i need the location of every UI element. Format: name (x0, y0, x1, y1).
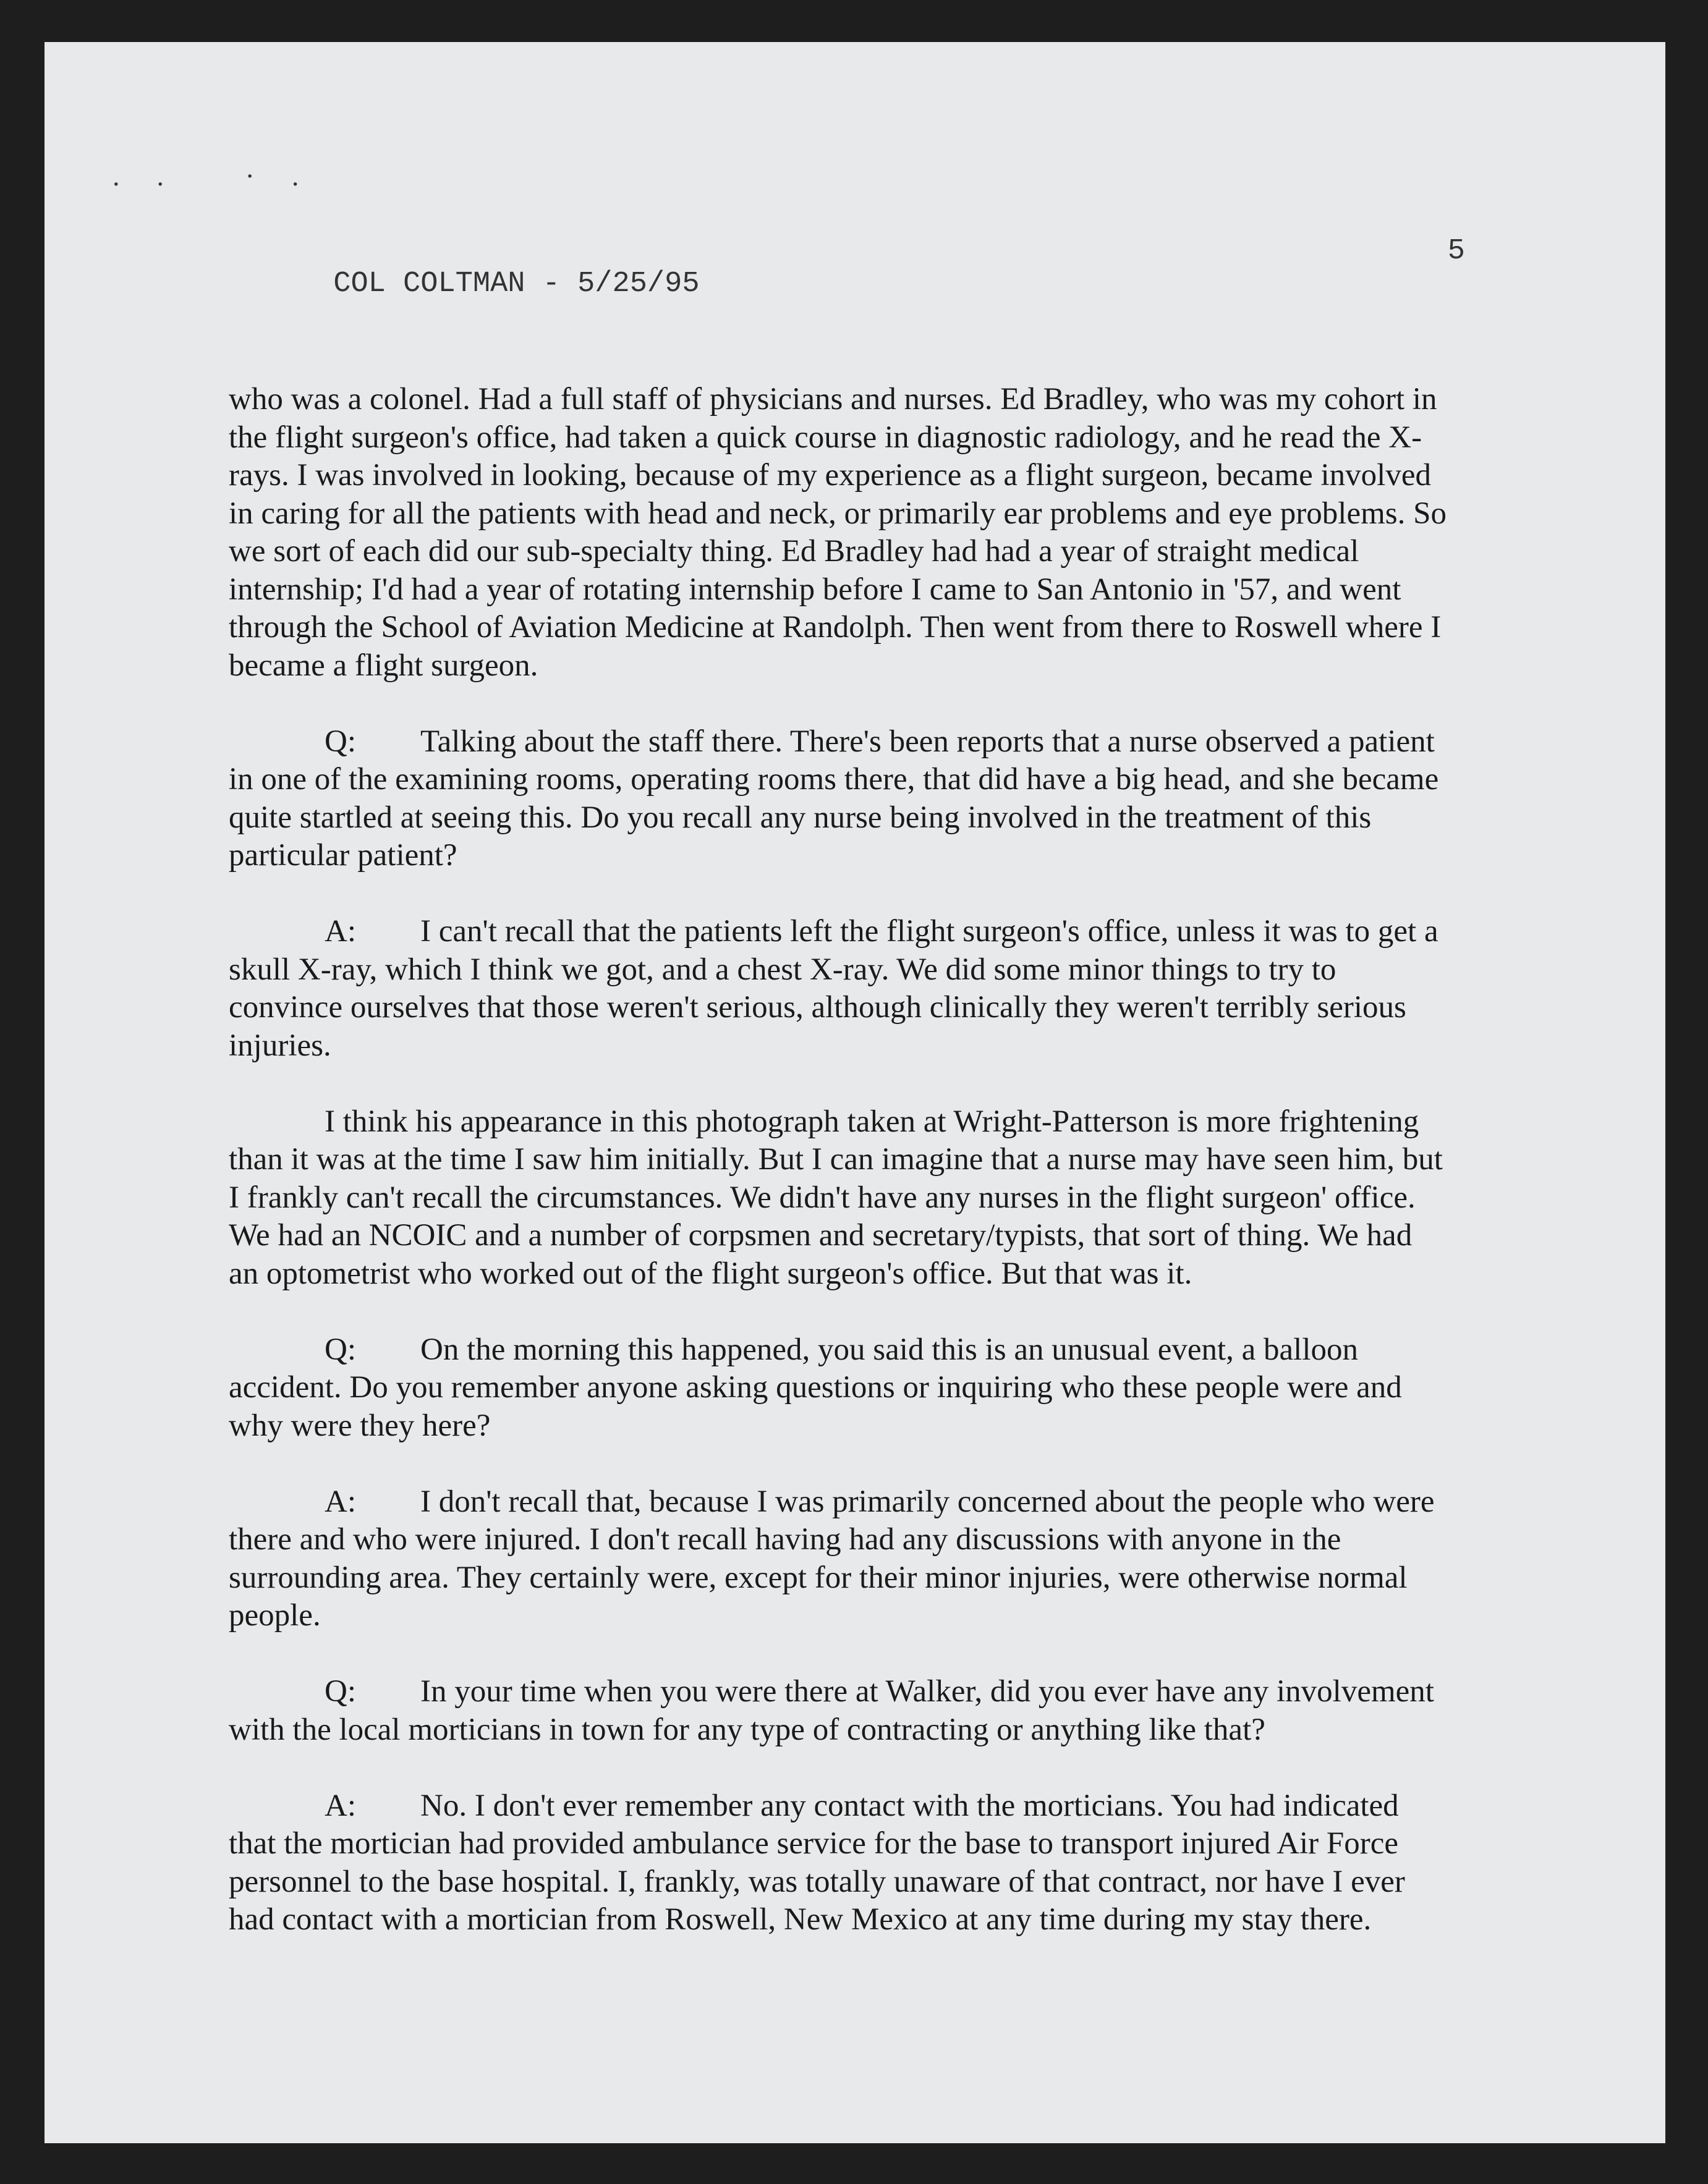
paragraph-text: who was a colonel. Had a full staff of physicians and nurses. Ed Bradley, who was my cohort in the flight surgeon's office, had taken a quick course in diagnostic radiology, and he read the X- rays. I was involved in looking, because of my experience as a flight surgeon, became involved in caring for all the patients with head and neck, or primarily ear problems and eye problems. So we sort of each did our sub-specialty thing. Ed Bradley had had a year of straight medical internship; I'd had a year of rotating internship before I came to San Antonio in '57, and went through the School of Aviation Medicine at Randolph. Then went from there to Roswell where I became a flight surgeon. (229, 382, 1447, 683)
speaker-label: A: (325, 914, 356, 949)
margin-marks: .. ·. (113, 160, 336, 192)
answer-paragraph (229, 913, 1471, 1065)
paragraph-text: In your time when you were there at Walker, did you ever have any involvement with the local morticians in town for any type of contracting or anything like that? (229, 1674, 1434, 1747)
speaker-label: Q: (325, 724, 356, 759)
paragraph-text: I don't recall that, because I was primarily concerned about the people who were there and who were injured. I don't recall having had any discussions with anyone in the surrounding area. They certainly were, except for their minor injuries, were otherwise normal people. (229, 1484, 1435, 1633)
page-header (229, 235, 1465, 300)
speaker-label: Q: (325, 1674, 356, 1709)
header-title: COL COLTMAN - 5/25/95 (333, 268, 700, 300)
answer-paragraph (229, 1483, 1471, 1635)
paragraph-text: On the morning this happened, you said this is an unusual event, a balloon accident. Do you remember anyone asking questions or inquiring who these people were and why were they here? (229, 1332, 1402, 1443)
speaker-label: A: (325, 1484, 356, 1519)
paragraph-text: I can't recall that the patients left the flight surgeon's office, unless it was to get a skull X-ray, which I think we got, and a chest X-ray. We did some minor things to try to convince ourselves that those weren't serious, although clinically they weren't terribly serious injuries. (229, 914, 1438, 1063)
transcript-body (229, 381, 1471, 1977)
paragraph (229, 1103, 1471, 1293)
paragraph-text: Talking about the staff there. There's been reports that a nurse observed a patient in one of the examining rooms, operating rooms there, that did have a big head, and she became quite startled at seeing this. Do you recall any nurse being involved in the treatment of this particular patient? (229, 724, 1439, 873)
speaker-label: Q: (325, 1332, 356, 1367)
paper-page (45, 42, 1665, 2143)
paragraph-text: No. I don't ever remember any contact with the morticians. You had indicated that the mortician had provided ambulance service for the base to transport injured Air Force personnel to the base hospital. I, frankly, was totally unaware of that contract, nor have I ever had contact with a mortician from Roswell, New Mexico at any time during my stay there. (229, 1788, 1405, 1937)
page-number: 5 (1447, 235, 1465, 268)
question-paragraph (229, 1331, 1471, 1445)
paragraph (229, 381, 1471, 685)
paragraph-text: I think his appearance in this photograph taken at Wright-Patterson is more frightening than it was at the time I saw him initially. But I can imagine that a nurse may have seen him, but I frankly can't recall the circumstances. We didn't have any nurses in the flight surgeon' office. We had an NCOIC and a number of corpsmen and secretary/typists, that sort of thing. We had an optometrist who worked out of the flight surgeon's office. But that was it. (229, 1104, 1443, 1291)
speaker-label: A: (325, 1788, 356, 1823)
question-paragraph (229, 723, 1471, 875)
question-paragraph (229, 1673, 1471, 1749)
answer-paragraph (229, 1787, 1471, 1939)
